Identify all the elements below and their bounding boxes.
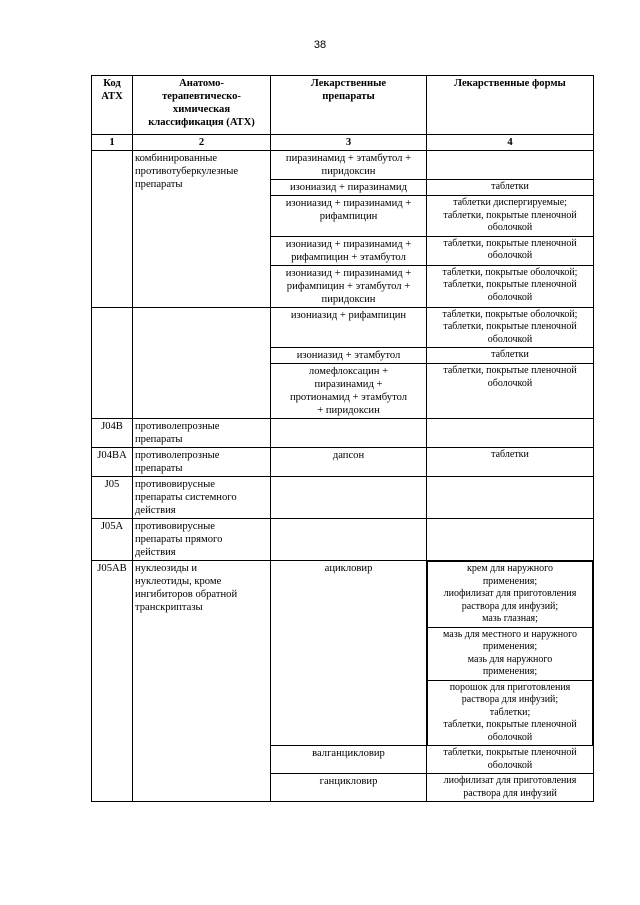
table-row — [92, 561, 594, 746]
drug-name-cell — [271, 477, 427, 519]
atx-classification-cell: противолепрозные препараты — [133, 419, 271, 448]
table-row — [92, 477, 594, 519]
column-number: 1 — [92, 135, 133, 151]
atx-code-cell — [92, 151, 133, 308]
dosage-form-cell — [427, 419, 594, 448]
table-row — [92, 307, 594, 348]
column-number: 2 — [133, 135, 271, 151]
drug-name-cell: изониазид + этамбутол — [271, 348, 427, 364]
dosage-form-subcell: порошок для приготовления раствора для инфузий; таблетки; таблетки, покрытые пленочной оболочкой — [428, 680, 593, 745]
page-number: 38 — [313, 39, 327, 51]
table-row — [92, 419, 594, 448]
drug-name-cell — [271, 519, 427, 561]
table-body — [92, 151, 594, 802]
header-code: Код АТХ — [92, 76, 133, 135]
dosage-form-cell: таблетки — [427, 348, 594, 364]
header-row — [92, 76, 594, 135]
atx-classification-cell: комбинированные противотуберкулезные препараты — [133, 151, 271, 308]
drug-name-cell: ацикловир — [271, 561, 427, 746]
dosage-form-cell: таблетки — [427, 180, 594, 196]
atx-classification-cell: противолепрозные препараты — [133, 448, 271, 477]
dosage-form-cell: таблетки, покрытые пленочной оболочкой — [427, 236, 594, 265]
table-row — [92, 448, 594, 477]
drug-name-cell: ломефлоксацин + пиразинамид + протионамид + этамбутол + пиридоксин — [271, 364, 427, 419]
atx-code-cell: J05AB — [92, 561, 133, 802]
drug-name-cell: изониазид + пиразинамид — [271, 180, 427, 196]
atx-classification-cell: нуклеозиды и нуклеотиды, кроме ингибиторов обратной транскриптазы — [133, 561, 271, 802]
drug-name-cell: изониазид + пиразинамид + рифампицин + этамбутол + пиридоксин — [271, 265, 427, 307]
dosage-form-cell — [427, 151, 594, 180]
dosage-form-cell — [427, 519, 594, 561]
atx-classification-cell: противовирусные препараты системного действия — [133, 477, 271, 519]
atx-code-cell: J05A — [92, 519, 133, 561]
atx-classification-cell: противовирусные препараты прямого действия — [133, 519, 271, 561]
dosage-form-cell: таблетки — [427, 448, 594, 477]
atx-code-cell: J05 — [92, 477, 133, 519]
drug-name-cell — [271, 419, 427, 448]
dosage-form-cell: таблетки, покрытые пленочной оболочкой — [427, 364, 594, 419]
dosage-form-cell: таблетки, покрытые оболочкой; таблетки, покрытые пленочной оболочкой — [427, 307, 594, 348]
column-number: 4 — [427, 135, 594, 151]
column-number-row — [92, 135, 594, 151]
drug-name-cell: дапсон — [271, 448, 427, 477]
dosage-form-cell: таблетки, покрытые оболочкой; таблетки, покрытые пленочной оболочкой — [427, 265, 594, 307]
header-drugs: Лекарственные препараты — [271, 76, 427, 135]
atx-classification-cell — [133, 307, 271, 419]
drug-name-cell: пиразинамид + этамбутол + пиридоксин — [271, 151, 427, 180]
atx-code-cell — [92, 307, 133, 419]
drug-name-cell: изониазид + пиразинамид + рифампицин — [271, 196, 427, 237]
drug-name-cell: изониазид + пиразинамид + рифампицин + этамбутол — [271, 236, 427, 265]
dosage-form-cell: таблетки диспергируемые; таблетки, покрытые пленочной оболочкой — [427, 196, 594, 237]
table-row — [92, 151, 594, 180]
dosage-form-subcell: крем для наружного применения; лиофилизат для приготовления раствора для инфузий; мазь глазная; — [428, 562, 593, 628]
dosage-form-cell — [427, 561, 594, 746]
dosage-form-cell — [427, 477, 594, 519]
column-number: 3 — [271, 135, 427, 151]
drug-name-cell: валганцикловир — [271, 746, 427, 774]
dosage-form-cell: таблетки, покрытые пленочной оболочкой — [427, 746, 594, 774]
atx-table — [91, 75, 594, 802]
drug-name-cell: изониазид + рифампицин — [271, 307, 427, 348]
dosage-form-cell: лиофилизат для приготовления раствора для инфузий — [427, 774, 594, 802]
header-classification: Анатомо- терапевтическо- химическая классификация (АТХ) — [133, 76, 271, 135]
drug-name-cell: ганцикловир — [271, 774, 427, 802]
header-forms: Лекарственные формы — [427, 76, 594, 135]
atx-code-cell: J04B — [92, 419, 133, 448]
atx-code-cell: J04BA — [92, 448, 133, 477]
dosage-form-subcell: мазь для местного и наружного применения; мазь для наружного применения; — [428, 627, 593, 680]
table-row — [92, 519, 594, 561]
